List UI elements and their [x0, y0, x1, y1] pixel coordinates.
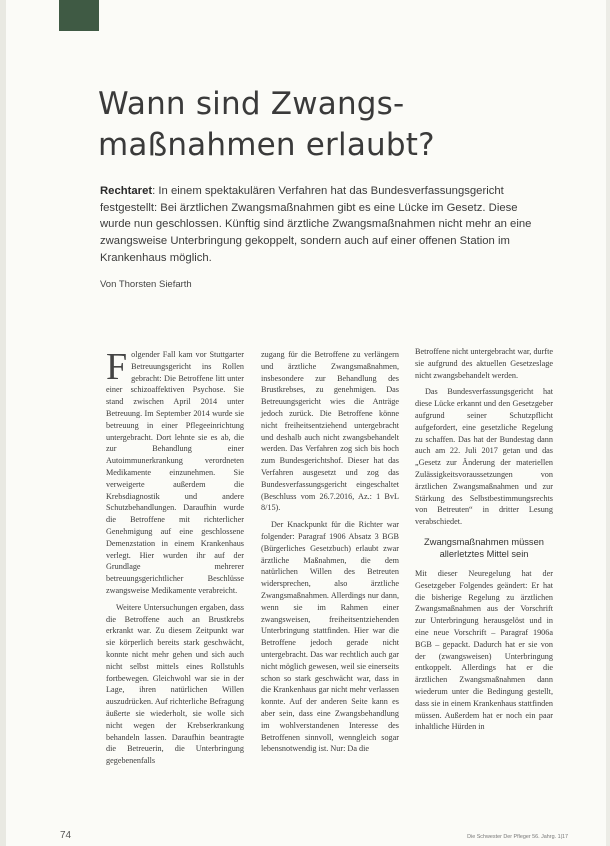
column1-paragraph-2: Weitere Untersuchungen ergaben, dass die Betroffene auch an Brustkrebs erkrankt war. Zu diesem Zeitpunkt war sie körperlich bereits stark geschwächt, konnte nicht mehr gehen und sich auch nicht selbst mittels eines Rollstuhls fortbewegen. Gleichwohl war sie in der Lage, ihren natürlichen Willen auszudrücken. Auf richterliche Befragung äußerte sie wiederholt, sie wolle sich nicht wegen der Krebserkrankung behandeln lassen. Daraufhin beantragte die Betreuerin, die Unterbringung gegebenenfalls: [106, 602, 244, 766]
text-column-1: [106, 346, 244, 772]
section-subheading: [415, 536, 553, 560]
section-color-tab: [59, 0, 99, 31]
page-number: 74: [60, 830, 72, 841]
subheading-line-2: allerletztes Mittel sein: [439, 548, 529, 559]
column3-paragraph-2: Das Bundesverfassungsgericht hat diese Lücke erkannt und den Gesetzgeber aufgrund seiner Schutzpflicht aufgefordert, eine gesetzliche Regelung zu schaffen. Das hat der Bundestag dann auch am 22. Juli 2017 getan und das „Gesetz zur Änderung der materiellen Zulässigkeitsvoraussetzungen von ärztlichen Zwangsmaßnahmen und zur Stärkung des Selbstbestimmungsrechts von Betreuten“ in dritter Lesung verabschiedet.: [415, 387, 553, 527]
drop-cap: F: [106, 346, 128, 388]
text-column-2: [261, 349, 399, 760]
column3-paragraph-3: Mit dieser Neuregelung hat der Gesetzgeber Folgendes geändert: Er hat die bisherige Regelung zu ärztlichen Zwangsmaßnahmen aus der Vorschrift zur Unterbringung herausgelöst und in eine neue Vorschrift – Paragraf 1906a BGB – gepackt. Dadurch hat er sie von der (zwangsweisen) Unterbringung entkoppelt. Allerdings hat er die ärztlichen Zwangsmaßnahmen dann wiederum unter die Bedingung gestellt, dass sie in einem Krankenhaus stattfinden müssen. Außerdem hat er noch ein paar inhaltliche Hürden in: [415, 568, 553, 732]
title-line-2: maßnahmen erlaubt?: [98, 127, 435, 163]
subheading-line-1: Zwangsmaßnahmen müssen: [424, 536, 544, 547]
lead-text: In einem spektakulären Verfahren hat das Bundesverfassungsgericht festgestellt: Bei ärztlichen Zwangsmaßnahmen gibt es eine Lücke im Gesetz. Diese wurde nun geschlossen. Künftig sind ärztliche Zwangsmaßnahmen nicht mehr an eine zwangsweise Unterbringung gekoppelt, sondern auch auf einer offenen Station im Krankenhaus möglich.: [100, 185, 532, 264]
column1-text-1: olgender Fall kam vor Stuttgarter Betreuungsgericht ins Rollen gebracht: Die Betroffene litt unter einer schizoaffektiven Psychose. Sie stand zwischen April 2014 unter Betreuung. Im September 2014 wurde sie betreuung in einer Pflegeeinrichtung untergebracht. Dort lehnte sie es ab, die zur Behandlung einer Autoimmunerkrankung verordneten Medikamente einzunehmen. Sie verweigerte außerdem die Krebsdiagnostik und andere Schutzbehandlungen. Daraufhin wurde die Betroffene mit richterlicher Genehmigung auf eine geschlossene Demenzstation in einem Krankenhaus verlegt. Hier wurden ihr auf der Grundlage mehrerer betreuungsgerichtlicher Beschlüsse zwangsweise Medikamente verabreicht.: [106, 350, 244, 595]
lead-sep: :: [152, 185, 159, 197]
column3-paragraph-1: Betroffene nicht untergebracht war, durfte sie aufgrund des aktuellen Gesetzeslage nicht zwangsbehandelt werden.: [415, 347, 553, 380]
publication-footer: Die Schwester Der Pfleger 56. Jahrg. 1|17: [467, 834, 568, 840]
author-byline: Von Thorsten Siefarth: [100, 279, 192, 290]
column1-paragraph-1: [106, 346, 244, 597]
lead-paragraph: [100, 183, 538, 267]
column2-paragraph-1: zugang für die Betroffene zu verlängern und ärztliche Zwangsmaßnahmen, insbesondere zur Behandlung des Brustkrebses, zu genehmigen. Das Betreuungsgericht wies die Anträge jedoch zurück. Die Betroffene könne nicht freiheitsentziehend untergebracht und deshalb auch nicht zwangsbehandelt werden. Das Verfahren zog sich bis hoch zum Bundesgerichtshof. Dieser hat das Verfahren ausgesetzt und zog das Bundesverfassungsgericht eingeschaltet (Beschluss vom 26.7.2016, Az.: 1 BvL 8/15).: [261, 350, 399, 513]
title-line-1: Wann sind Zwangs-: [98, 86, 405, 122]
text-column-3: [415, 346, 553, 738]
column2-paragraph-2: Der Knackpunkt für die Richter war folgender: Paragraf 1906 Absatz 3 BGB (Bürgerliches Gesetzbuch) erlaubt zwar ärztliche Maßnahmen, die dem natürlichen Willen des Betreuten widersprechen, also ärztliche Zwangsmaßnahmen. Allerdings nur dann, wenn sie im Rahmen einer zwangsweisen, freiheitsentziehenden Unterbringung stattfinden. Hier war die Betroffene jedoch gerade nicht untergebracht. Das war rechtlich auch gar nicht möglich gewesen, weil sie einerseits schon so stark geschwächt war, dass in die Krankenhaus gar nicht mehr verlassen konnte. Auf der anderen Seite kann es aber sein, dass eine Zwangsbehandlung im wohlverstandenen Interesse des Betroffenen sinnvoll, wenngleich sogar lebensnotwendig ist. Nur: Da die: [261, 520, 399, 754]
article-title: [98, 84, 538, 166]
lead-keyword: Rechtaret: [100, 185, 153, 197]
